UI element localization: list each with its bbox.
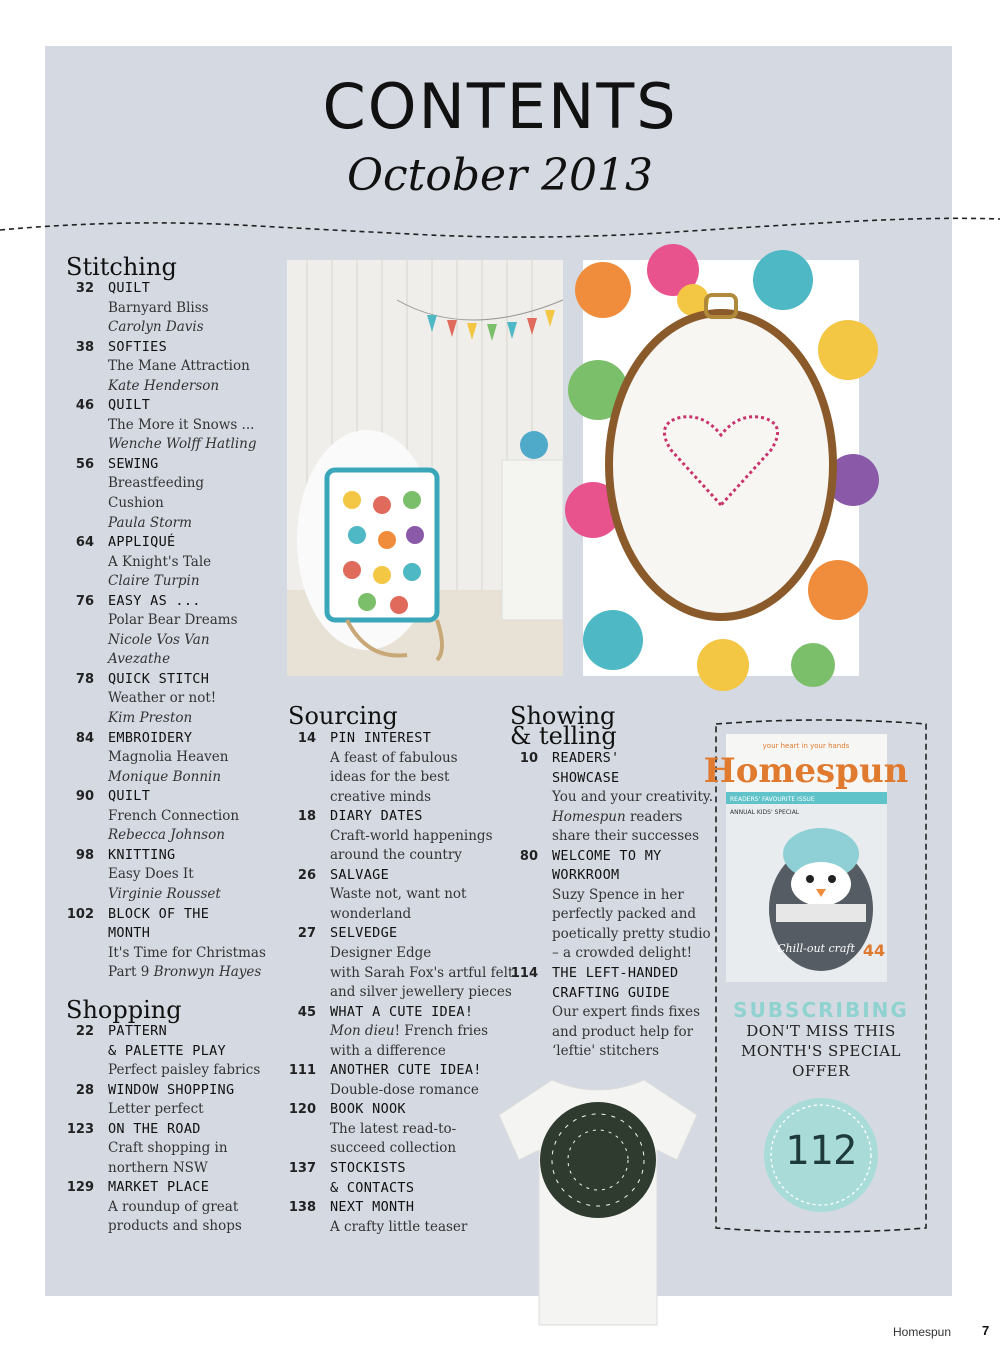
entry-description: with Sarah Fox's artful felt [330,964,514,981]
entry-category: QUILT [108,280,151,296]
contents-entry[interactable] [506,847,711,964]
contents-entry[interactable] [284,924,514,1002]
cover-caption: Chill-out craft [777,942,855,955]
footer-page-number: 7 [982,1323,990,1338]
entry-description: ideas for the best [330,769,450,786]
entry-category-cont: & PALETTE PLAY [108,1042,226,1059]
contents-entry[interactable] [62,1120,272,1179]
entry-author: Paula Storm [108,514,192,531]
entry-page-number: 123 [66,1121,94,1137]
entry-description: Magnolia Heaven [108,749,229,766]
entry-page-number: 138 [288,1200,316,1216]
entry-italic-lead: Homespun [552,808,626,825]
cover-tagline: your heart in your hands [762,742,850,750]
entry-description: and silver jewellery pieces [330,984,512,1001]
entry-description: French Connection [108,807,240,824]
entry-description: A crafty little teaser [330,1218,468,1235]
entry-page-number: 80 [519,848,538,864]
entry-description: succeed collection [330,1140,457,1157]
photo-crochet-blanket-chair [287,260,563,676]
page-title: CONTENTS [322,70,678,143]
entry-page-number: 22 [75,1024,94,1039]
entry-description: Weather or not! [108,690,217,707]
cover-special: ANNUAL KIDS' SPECIAL [730,809,800,816]
contents-entry[interactable] [62,846,272,905]
entry-category: DIARY DATES [330,808,423,825]
contents-entry[interactable] [62,729,272,788]
entry-author: Kim Preston [108,710,193,727]
entry-description: poetically pretty studio [552,925,711,942]
subscribe-page-number[interactable]: 112 [784,1128,858,1174]
entry-description: perfectly packed and [552,906,697,923]
entry-page-number: 18 [297,809,316,825]
entry-author: Claire Turpin [108,573,200,590]
entry-description: Cushion [108,495,164,512]
entry-category: NEXT MONTH [330,1199,415,1216]
entry-category: MARKET PLACE [108,1179,210,1196]
entry-category: SALVAGE [330,866,389,883]
entry-description: with a difference [330,1042,446,1059]
entry-description: share their successes [552,828,700,845]
entry-description [330,1022,504,1042]
entry-category: READERS' [552,750,620,766]
contents-entry[interactable] [284,1100,504,1159]
contents-entry[interactable] [62,1178,272,1237]
entry-page-number: 111 [288,1063,316,1079]
entry-description: A feast of fabulous [330,749,458,766]
subscribe-line-3: OFFER [792,1062,850,1080]
entry-category: EASY AS ... [108,592,201,609]
entry-page-number: 26 [297,867,316,883]
photo-embroidery-hoop-heart [583,260,859,676]
entry-description: wonderland [330,905,412,922]
entry-category: WELCOME TO MY [552,847,662,864]
contents-entry[interactable] [62,1022,272,1081]
entry-page-number: 114 [510,966,538,982]
entry-author: Nicole Vos Van Avezathe [108,631,210,668]
entry-page-number: 38 [75,339,94,355]
contents-entry[interactable] [284,1159,504,1198]
entry-description: Barnyard Bliss [108,299,209,316]
subscribe-line-1: DON'T MISS THIS [746,1022,896,1040]
entry-italic-lead: Mon dieu [330,1023,395,1040]
entry-part-prefix: Part 9 [108,964,154,981]
entry-page-number: 28 [75,1082,94,1098]
subscribe-title[interactable]: SUBSCRIBING [733,998,909,1022]
section-heading-showing: Showing [510,702,616,730]
contents-entry[interactable] [284,807,504,866]
entry-description-rest: ! French fries [394,1023,489,1040]
entry-category: SOFTIES [108,338,167,355]
cover-title: Homespun [703,751,909,791]
entry-page-number: 90 [75,789,94,805]
entry-author: Virginie Rousset [108,885,221,902]
entry-page-number: 98 [75,847,94,863]
entry-category: THE LEFT-HANDED [552,965,679,982]
entry-category: ANOTHER CUTE IDEA! [330,1062,482,1079]
contents-entry[interactable] [284,1003,504,1062]
entry-category: WHAT A CUTE IDEA! [330,1003,474,1020]
entry-category: BLOCK OF THE [108,905,210,922]
contents-entry[interactable] [62,670,272,729]
entry-category-cont: CRAFTING GUIDE [552,984,670,1001]
entry-page-number: 102 [66,906,94,922]
entry-category: ON THE ROAD [108,1120,201,1137]
entry-description: and product help for [552,1023,694,1040]
entry-description: A roundup of great [108,1198,239,1215]
entry-description: Designer Edge [330,945,432,962]
contents-entry[interactable] [62,455,272,533]
contents-entry[interactable] [284,866,504,925]
entry-description: Easy Does It [108,866,194,883]
contents-entry[interactable] [284,729,504,807]
cover-count: 44 [862,941,886,960]
entry-author: Carolyn Davis [108,319,204,336]
entry-category-cont: SHOWCASE [552,769,620,786]
shopping-list [62,1022,272,1237]
subscribe-line-2: MONTH'S SPECIAL [740,1042,902,1060]
entry-description: The More it Snows ... [108,416,255,433]
entry-page-number: 64 [75,535,94,551]
dashed-divider [0,205,1000,245]
section-heading-shopping: Shopping [66,996,182,1024]
entry-page-number: 78 [75,671,94,687]
entry-page-number: 76 [75,593,94,609]
entry-page-number: 129 [66,1180,94,1196]
entry-category: EMBROIDERY [108,729,193,746]
entry-description [552,808,706,828]
entry-page-number: 46 [75,398,94,414]
entry-page-number: 14 [297,731,316,746]
entry-category-cont: MONTH [108,925,151,942]
section-heading-stitching: Stitching [66,253,177,281]
entry-page-number: 120 [288,1102,316,1118]
section-heading-telling: & telling [510,722,617,750]
entry-category: KNITTING [108,846,176,863]
contents-entry[interactable] [62,533,272,592]
entry-description: products and shops [108,1218,242,1235]
entry-page-number: 137 [288,1161,316,1177]
entry-part-line [108,963,272,983]
entry-page-number: 10 [519,751,538,766]
entry-category: PIN INTEREST [330,730,432,746]
entry-description: northern NSW [108,1159,208,1176]
entry-category: SEWING [108,455,159,472]
entry-page-number: 84 [75,730,94,746]
contents-entry[interactable] [506,749,714,847]
contents-entry[interactable] [62,1081,272,1120]
showing-list [506,749,714,1062]
entry-description: Letter perfect [108,1101,204,1118]
entry-page-number: 56 [75,456,94,472]
entry-description-rest: readers [625,808,683,825]
entry-description: You and your creativity. [552,789,714,806]
entry-page-number: 45 [297,1004,316,1020]
entry-category: BOOK NOOK [330,1101,406,1118]
entry-description: The Mane Attraction [108,358,250,375]
contents-entry[interactable] [62,905,272,983]
entry-author: Bronwyn Hayes [153,964,262,981]
entry-author: Monique Bonnin [108,768,222,785]
magazine-cover[interactable] [703,734,909,982]
sourcing-list [284,729,514,1237]
stitching-list [62,279,272,983]
entry-author: Kate Henderson [108,377,220,394]
contents-entry[interactable] [62,787,272,846]
entry-description: Perfect paisley fabrics [108,1062,261,1079]
entry-page-number: 27 [297,926,316,942]
footer-brand: Homespun [893,1325,952,1339]
contents-entry[interactable] [62,592,272,670]
contents-entry[interactable] [284,1061,504,1100]
entry-category: PATTERN [108,1023,167,1039]
contents-entry[interactable] [284,1198,504,1237]
contents-entry[interactable] [62,338,272,397]
entry-description: Craft shopping in [108,1140,228,1157]
entry-description: Breastfeeding [108,475,205,492]
entry-description: creative minds [330,788,432,805]
cover-banner: READERS' FAVOURITE ISSUE [730,796,815,803]
entry-description: Polar Bear Dreams [108,612,238,629]
entry-author: Rebecca Johnson [108,827,225,844]
entry-description: Our expert finds fixes [552,1004,701,1021]
entry-category: WINDOW SHOPPING [108,1081,235,1098]
entry-description: The latest read-to- [330,1120,457,1137]
entry-description: Waste not, want not [330,886,467,903]
entry-description: A Knight's Tale [108,553,212,570]
contents-entry[interactable] [506,964,706,1062]
entry-category: SELVEDGE [330,925,398,942]
entry-author: Wenche Wolff Hatling [108,436,257,453]
contents-entry[interactable] [62,279,272,338]
entry-category: APPLIQUÉ [108,534,176,551]
entry-description: It's Time for Christmas [108,944,266,961]
entry-description: Suzy Spence in her [552,886,684,903]
issue-date: October 2013 [346,150,654,201]
entry-category: QUILT [108,788,151,805]
entry-page-number: 32 [75,281,94,296]
entry-description: Double-dose romance [330,1081,479,1098]
section-heading-sourcing: Sourcing [288,702,398,730]
entry-description: Craft-world happenings [330,827,493,844]
entry-category: STOCKISTS [330,1160,406,1177]
entry-description: ‘leftie' stitchers [552,1043,660,1060]
photo-letter-tshirt [492,1060,704,1330]
entry-category: QUICK STITCH [108,670,210,687]
entry-description: around the country [330,847,462,864]
entry-category-cont: & CONTACTS [330,1179,415,1196]
entry-category: QUILT [108,397,151,414]
contents-entry[interactable] [62,396,272,455]
entry-category-cont: WORKROOM [552,867,620,884]
entry-description: – a crowded delight! [552,945,693,962]
